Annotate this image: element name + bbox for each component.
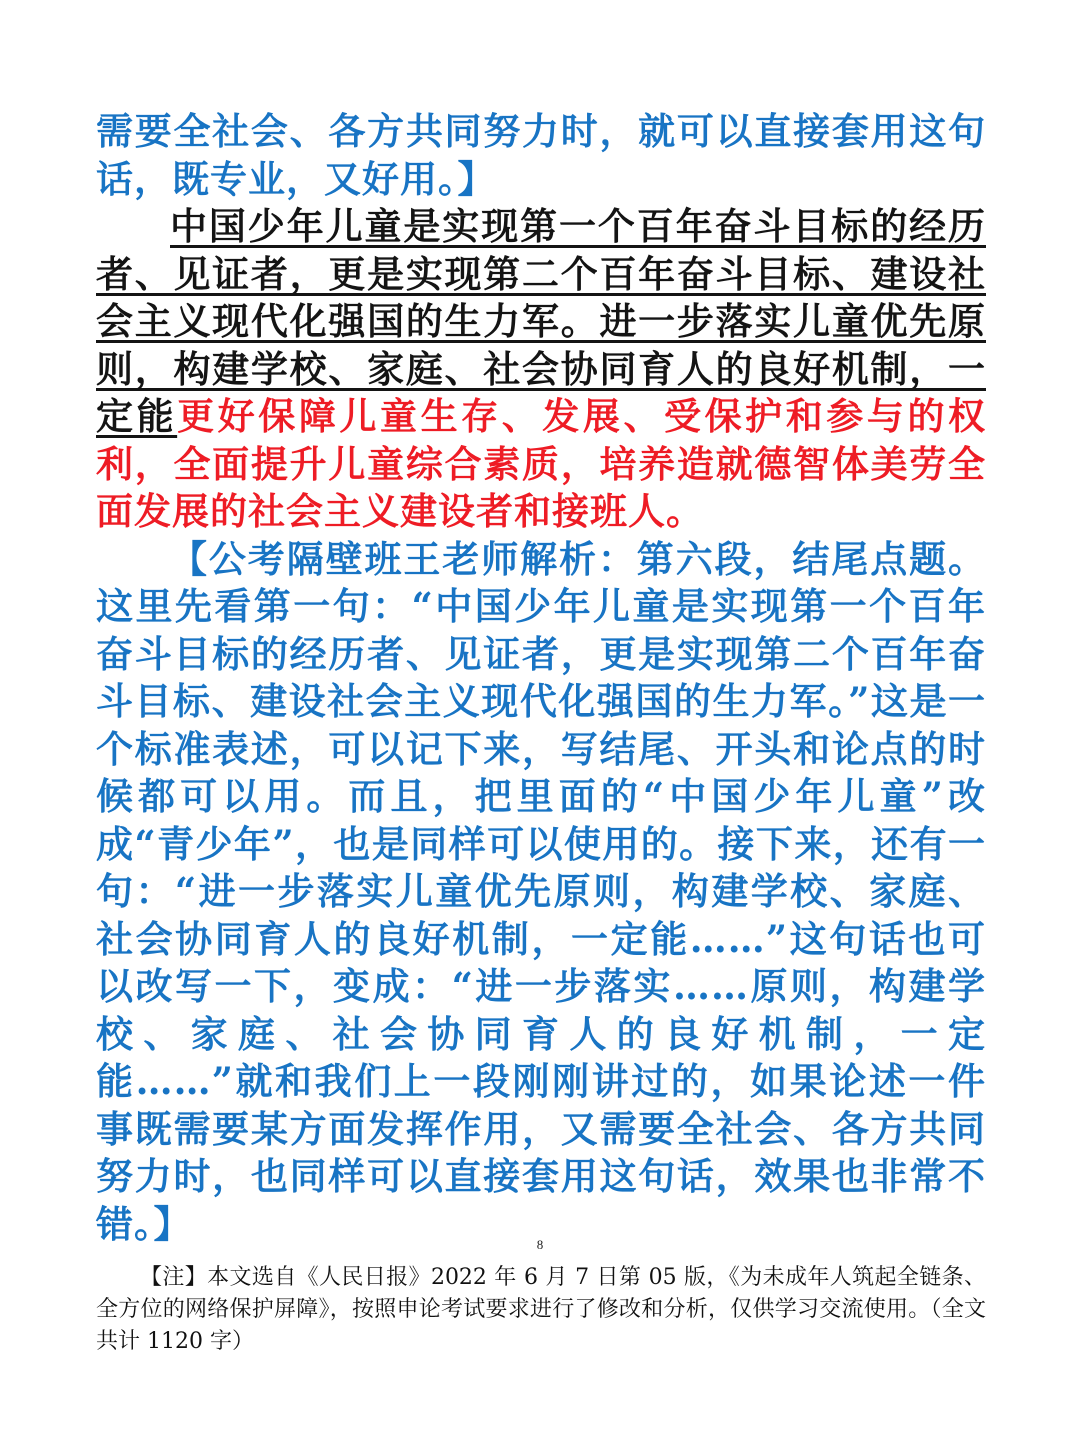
footnote-text: 【注】本文选自《人民日报》2022 年 6 月 7 日第 05 版，《为未成年人筑起全链条、全方位的网络保护屏障》，按照申论考试要求进行了修改和分析，仅供学习交流使用。（全文共计 1120 字） [96,1265,986,1354]
underlined-key-sentence: 中国少年儿童是实现第一个百年奋斗目标的经历者、见证者，更是实现第二个百年奋斗目标、建设社会主义现代化强国的生力军。进一步落实儿童优先原则，构建学校、家庭、社会协同育人的良好机制，一定能 [96,204,986,438]
page-number: 8 [536,1237,544,1252]
highlighted-red-text: 更好保障儿童生存、发展、受保护和参与的权利，全面提升儿童综合素质，培养造就德智体美劳全面发展的社会主义建设者和接班人。 [96,394,987,533]
article-paragraph [96,203,986,536]
analysis-paragraph: 【公考隔壁班王老师解析：第六段，结尾点题。这里先看第一句：“中国少年儿童是实现第一个百年奋斗目标的经历者、见证者，更是实现第二个百年奋斗目标、建设社会主义现代化强国的生力军。”这是一个标准表述，可以记下来，写结尾、开头和论点的时候都可以用。而且，把里面的“中国少年儿童”改成“青少年”，也是同样可以使用的。接下来，还有一句：“进一步落实儿童优先原则，构建学校、家庭、社会协同育人的良好机制，一定能……”这句话也可以改写一下，变成：“进一步落实……原则，构建学校、家庭、社会协同育人的良好机制，一定能……”就和我们上一段刚刚讲过的，如果论述一件事既需要某方面发挥作用，又需要全社会、各方共同努力时，也同样可以直接套用这句话，效果也非常不错。】 [96,536,986,1246]
analysis-paragraph-end: 需要全社会、各方共同努力时，就可以直接套用这句话，既专业，又好用。】 [96,109,986,201]
article-body [96,108,986,1248]
footnote [96,1262,986,1358]
